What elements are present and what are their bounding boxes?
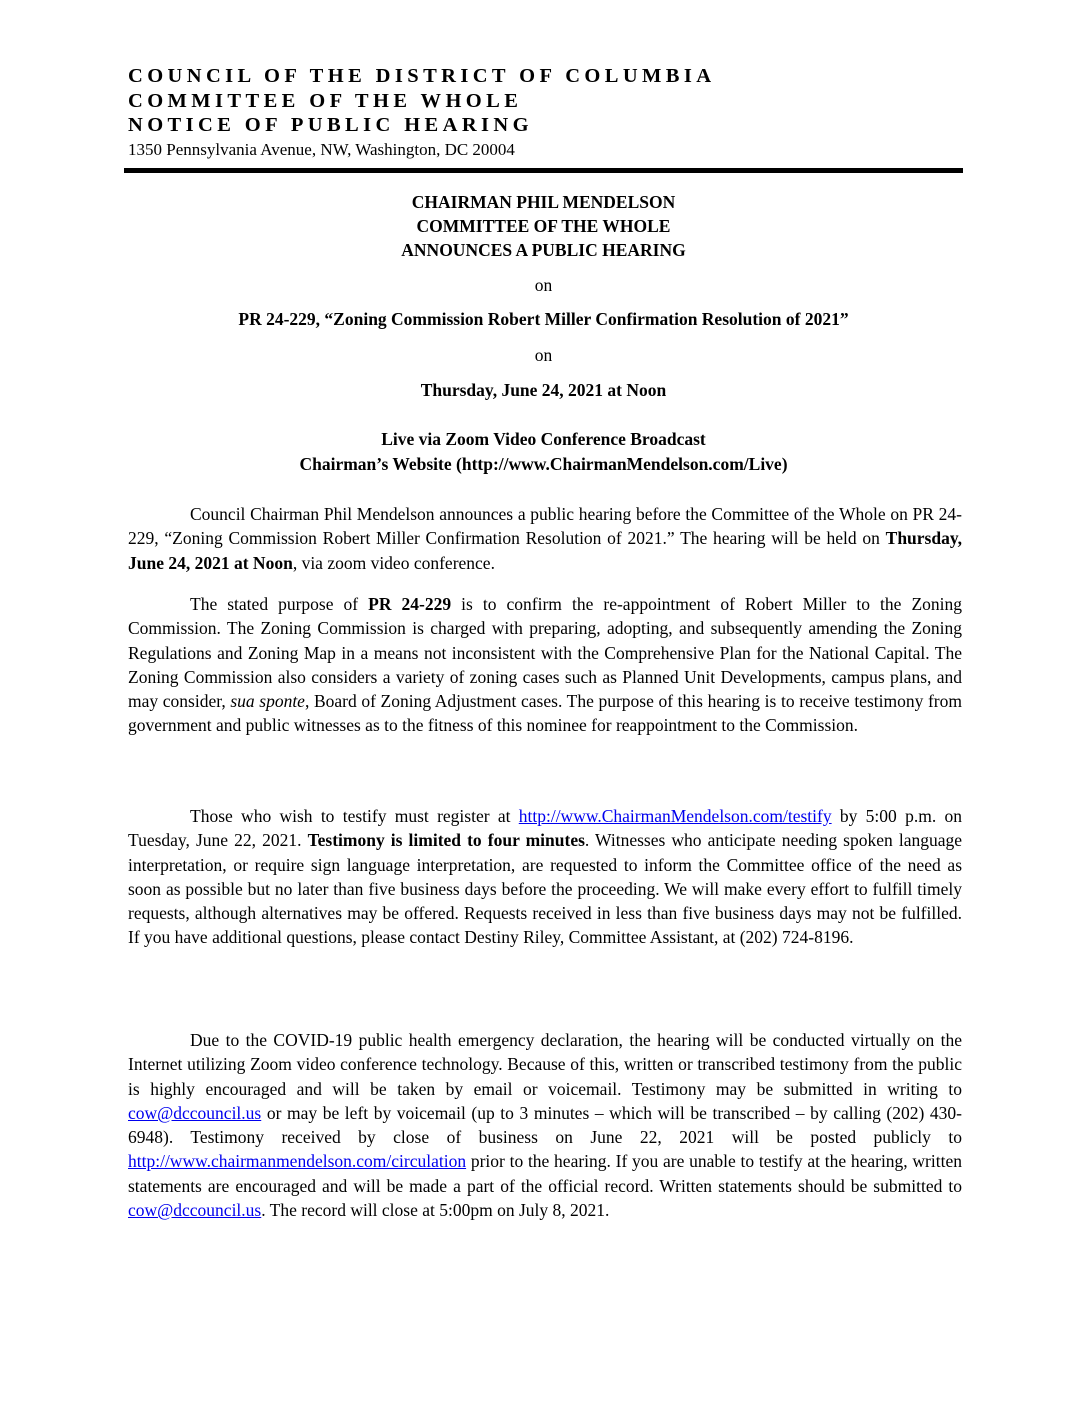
email-link-1[interactable]: cow@dccouncil.us bbox=[128, 1102, 262, 1123]
broadcast-info bbox=[124, 427, 963, 476]
paragraph-intro-tail: , via zoom video conference. bbox=[292, 552, 495, 573]
letterhead-notice: NOTICE OF PUBLIC HEARING bbox=[128, 114, 533, 136]
paragraph-intro-datetime: Thursday, June 24, 2021 at Noon bbox=[128, 528, 962, 573]
paragraph-covid-tail: . The record will close at 5:00pm on July 8, 2021. bbox=[261, 1200, 610, 1221]
paragraph-purpose bbox=[128, 592, 962, 738]
email-link-2[interactable]: cow@dccouncil.us bbox=[128, 1200, 262, 1221]
letterhead bbox=[128, 64, 968, 161]
paragraph-covid-lead: Due to the COVID-19 public health emergency declaration, the hearing will be conducted virtually on the Internet utilizing Zoom video conference technology. Because of this, written or transcribed testimony from the public is highly encouraged and will be taken by email or voicemail. Testimony may be submitted in writing to bbox=[128, 1030, 962, 1099]
connector-on-2: on bbox=[534, 345, 553, 365]
broadcast-website: Chairman’s Website (http://www.ChairmanMendelson.com/Live) bbox=[299, 453, 788, 474]
header-divider bbox=[124, 168, 963, 173]
paragraph-testify-lead: Those who wish to testify must register at bbox=[190, 806, 519, 826]
paragraph-testify-tail: . Witnesses who anticipate needing spoken language interpretation, or require sign language interpretation, are requested to inform the Committee office of the need as soon as possible but no later than five business days before the proceeding. We will make every effort to fulfill timely requests, although alternatives may be offered. Requests received in less than five business days may not be fulfilled. If you have additional questions, please contact Destiny Riley, Committee Assistant, at (202) 724-8196. bbox=[128, 830, 962, 948]
paragraph-purpose-tail: , Board of Zoning Adjustment cases. The purpose of this hearing is to receive testimony from government and public witnesses as to the fitness of this nominee for reappointment to the Commission. bbox=[128, 691, 962, 736]
connector-on-1: on bbox=[534, 275, 553, 295]
paragraph-covid-statements: prior to the hearing. If you are unable to testify at the hearing, written statements are encouraged and will be made a part of the official record. Written statements should be submitted to bbox=[128, 1151, 962, 1196]
paragraph-intro bbox=[128, 502, 962, 575]
announcement-chairman: CHAIRMAN PHIL MENDELSON bbox=[411, 192, 676, 212]
circulation-link[interactable]: http://www.chairmanmendelson.com/circulation bbox=[128, 1151, 467, 1172]
paragraph-covid-voicemail: or may be left by voicemail (up to 3 minutes – which will be transcribed – by calling (202) 430-6948). Testimony received by close of business on June 22, 2021 will be posted publicly to bbox=[128, 1102, 962, 1148]
paragraph-intro-text: Council Chairman Phil Mendelson announces a public hearing before the Committee of the Whole on PR 24-229, “Zoning Commission Robert Miller Confirmation Resolution of 2021.” The hearing will be held on bbox=[128, 504, 962, 549]
announcement-heading bbox=[124, 190, 963, 262]
hearing-datetime: Thursday, June 24, 2021 at Noon bbox=[420, 380, 667, 400]
letterhead-council: COUNCIL OF THE DISTRICT OF COLUMBIA bbox=[128, 65, 716, 87]
testify-registration-link[interactable]: http://www.ChairmanMendelson.com/testify bbox=[518, 806, 832, 826]
paragraph-testify-deadline: by 5:00 p.m. on Tuesday, June 22, 2021. bbox=[128, 806, 962, 851]
letterhead-address: 1350 Pennsylvania Avenue, NW, Washington, DC 20004 bbox=[128, 139, 515, 159]
announcement-committee: COMMITTEE OF THE WHOLE bbox=[416, 216, 671, 236]
paragraph-purpose-body: is to confirm the re-appointment of Robert Miller to the Zoning Commission. The Zoning Commission is charged with preparing, adopting, and subsequently amending the Zoning Regulations and Zoning Map in a means not inconsistent with the Comprehensive Plan for the National Capital. The Zoning Commission also considers a variety of zoning cases such as Planned Unit Developments, campus plans, and may consider, bbox=[128, 594, 963, 712]
broadcast-method: Live via Zoom Video Conference Broadcast bbox=[381, 429, 706, 449]
paragraph-purpose-lead: The stated purpose of bbox=[190, 594, 369, 614]
paragraph-testify-limit: Testimony is limited to four minutes bbox=[307, 830, 585, 851]
paragraph-testify bbox=[128, 804, 962, 950]
paragraph-covid bbox=[128, 1028, 962, 1222]
paragraph-purpose-latin: sua sponte bbox=[230, 691, 305, 712]
letterhead-committee: COMMITTEE OF THE WHOLE bbox=[128, 89, 523, 112]
resolution-title: PR 24-229, “Zoning Commission Robert Miller Confirmation Resolution of 2021” bbox=[238, 309, 849, 329]
announcement-hearing: ANNOUNCES A PUBLIC HEARING bbox=[401, 240, 686, 260]
paragraph-purpose-bill: PR 24-229 bbox=[368, 594, 452, 614]
